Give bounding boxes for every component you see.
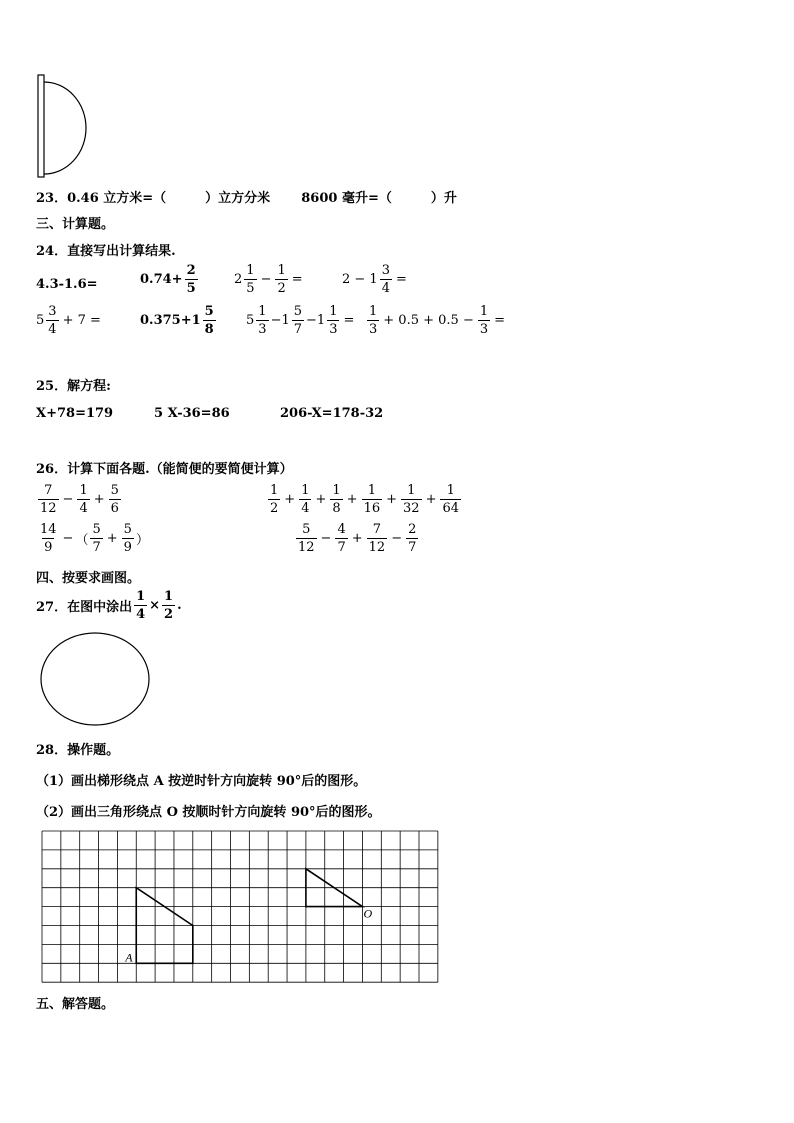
q24-expr-1: 4.3-1.6=: [36, 277, 98, 292]
q27-circle-figure: [40, 632, 152, 728]
fraction: $\frac{1}{3}$: [258, 304, 267, 337]
q25-equation-2: 5 X-36=86: [154, 406, 230, 421]
fraction: $\frac{5}{12}$: [298, 522, 315, 555]
q24-expr-2: 0.74+ $\frac{2}{5}$: [140, 263, 196, 296]
q26-expr-2: $\frac{14}{9}$ − （ $\frac{5}{7}$ + $\frac{5}{9}$ ）: [40, 522, 149, 555]
semicircle-figure: [36, 74, 96, 178]
q23-part2: 8600 毫升=（ ）升: [301, 191, 457, 206]
section-5-heading: 五、解答题。: [36, 997, 115, 1012]
q27-line: 27．在图中涂出 $\frac{1}{4}$ × $\frac{1}{2}$ .: [36, 589, 182, 622]
fraction: $\frac{1}{16}$: [363, 483, 381, 516]
fraction: $\frac{14}{9}$: [40, 522, 57, 555]
fraction: $\frac{1}{4}$: [301, 483, 310, 516]
q24-expr-6: 0.375+1 $\frac{5}{8}$: [140, 304, 214, 337]
fraction: $\frac{1}{3}$: [329, 304, 338, 337]
fraction: $\frac{1}{5}$: [246, 263, 255, 296]
q25-equation-3: 206-X=178-32: [280, 406, 384, 421]
fraction: $\frac{4}{7}$: [337, 522, 346, 555]
q26-expr-4: $\frac{5}{12}$ − $\frac{4}{7}$ + $\frac{7}{12}$ − $\frac{2}{7}$: [298, 522, 417, 555]
fraction: $\frac{2}{5}$: [186, 263, 196, 296]
fraction: $\frac{3}{4}$: [381, 263, 390, 296]
section-4-heading: 四、按要求画图。: [36, 571, 141, 586]
fraction: $\frac{1}{2}$: [270, 483, 279, 516]
fraction: $\frac{1}{8}$: [332, 483, 341, 516]
q24-expr-7: 5 $\frac{1}{3}$ −1 $\frac{5}{7}$ −1 $\frac{1}{3}$ =: [246, 304, 355, 337]
q25-equation-1: X+78=179: [36, 406, 114, 421]
fraction: $\frac{3}{4}$: [48, 304, 57, 337]
q26-expr-1: $\frac{7}{12}$ − $\frac{1}{4}$ + $\frac{5}{6}$: [40, 483, 119, 516]
fraction: $\frac{7}{12}$: [368, 522, 386, 555]
q24-title: 24．直接写出计算结果.: [36, 244, 176, 259]
point-o-label: O: [363, 906, 373, 921]
fraction: $\frac{1}{4}$: [79, 483, 88, 516]
fraction: $\frac{2}{7}$: [408, 522, 417, 555]
section-3-heading: 三、计算题。: [36, 217, 115, 232]
fraction: $\frac{5}{6}$: [110, 483, 119, 516]
q24-expr-3: 2 $\frac{1}{5}$ − $\frac{1}{2}$ =: [234, 263, 303, 296]
fraction: $\frac{1}{2}$: [277, 263, 286, 296]
q26-expr-3: $\frac{1}{2}$ + $\frac{1}{4}$ + $\frac{1}{8}$ + $\frac{1}{16}$ + $\frac{1}{32}$ + $\frac{1}{64}$: [270, 483, 460, 516]
q28-sub1: （1）画出梯形绕点 A 按逆时针方向旋转 90°后的图形。: [36, 774, 367, 789]
q28-title: 28．操作题。: [36, 743, 120, 758]
fraction: $\frac{5}{9}$: [123, 522, 132, 555]
fraction: $\frac{1}{4}$: [136, 589, 146, 622]
q25-title: 25．解方程:: [36, 379, 111, 394]
fraction: $\frac{1}{64}$: [442, 483, 460, 516]
q23-part1: 0.46 立方米=（ ）立方分米: [67, 191, 271, 206]
q28-sub2: （2）画出三角形绕点 O 按顺时针方向旋转 90°后的图形。: [36, 805, 381, 820]
q26-title: 26．计算下面各题.（能简便的要简便计算）: [36, 462, 293, 477]
fraction: $\frac{1}{3}$: [479, 304, 489, 337]
fraction: $\frac{5}{7}$: [92, 522, 101, 555]
fraction: $\frac{5}{8}$: [204, 304, 214, 337]
q24-expr-5: 5 $\frac{3}{4}$ + 7 =: [36, 304, 101, 337]
fraction: $\frac{1}{3}$: [369, 304, 378, 337]
point-a-label: A: [125, 950, 133, 965]
fraction: $\frac{1}{32}$: [403, 483, 420, 516]
q24-expr-4: 2 − 1 $\frac{3}{4}$ =: [342, 263, 407, 296]
q24-expr-8: $\frac{1}{3}$ + 0.5 + 0.5 − $\frac{1}{3}$ =: [369, 304, 506, 337]
q23-number: 23．: [36, 191, 68, 206]
fraction: $\frac{1}{2}$: [164, 589, 174, 622]
q23-line: [36, 187, 457, 206]
fraction: $\frac{7}{12}$: [40, 483, 57, 516]
fraction: $\frac{5}{7}$: [293, 304, 303, 337]
q28-grid: [42, 831, 438, 983]
